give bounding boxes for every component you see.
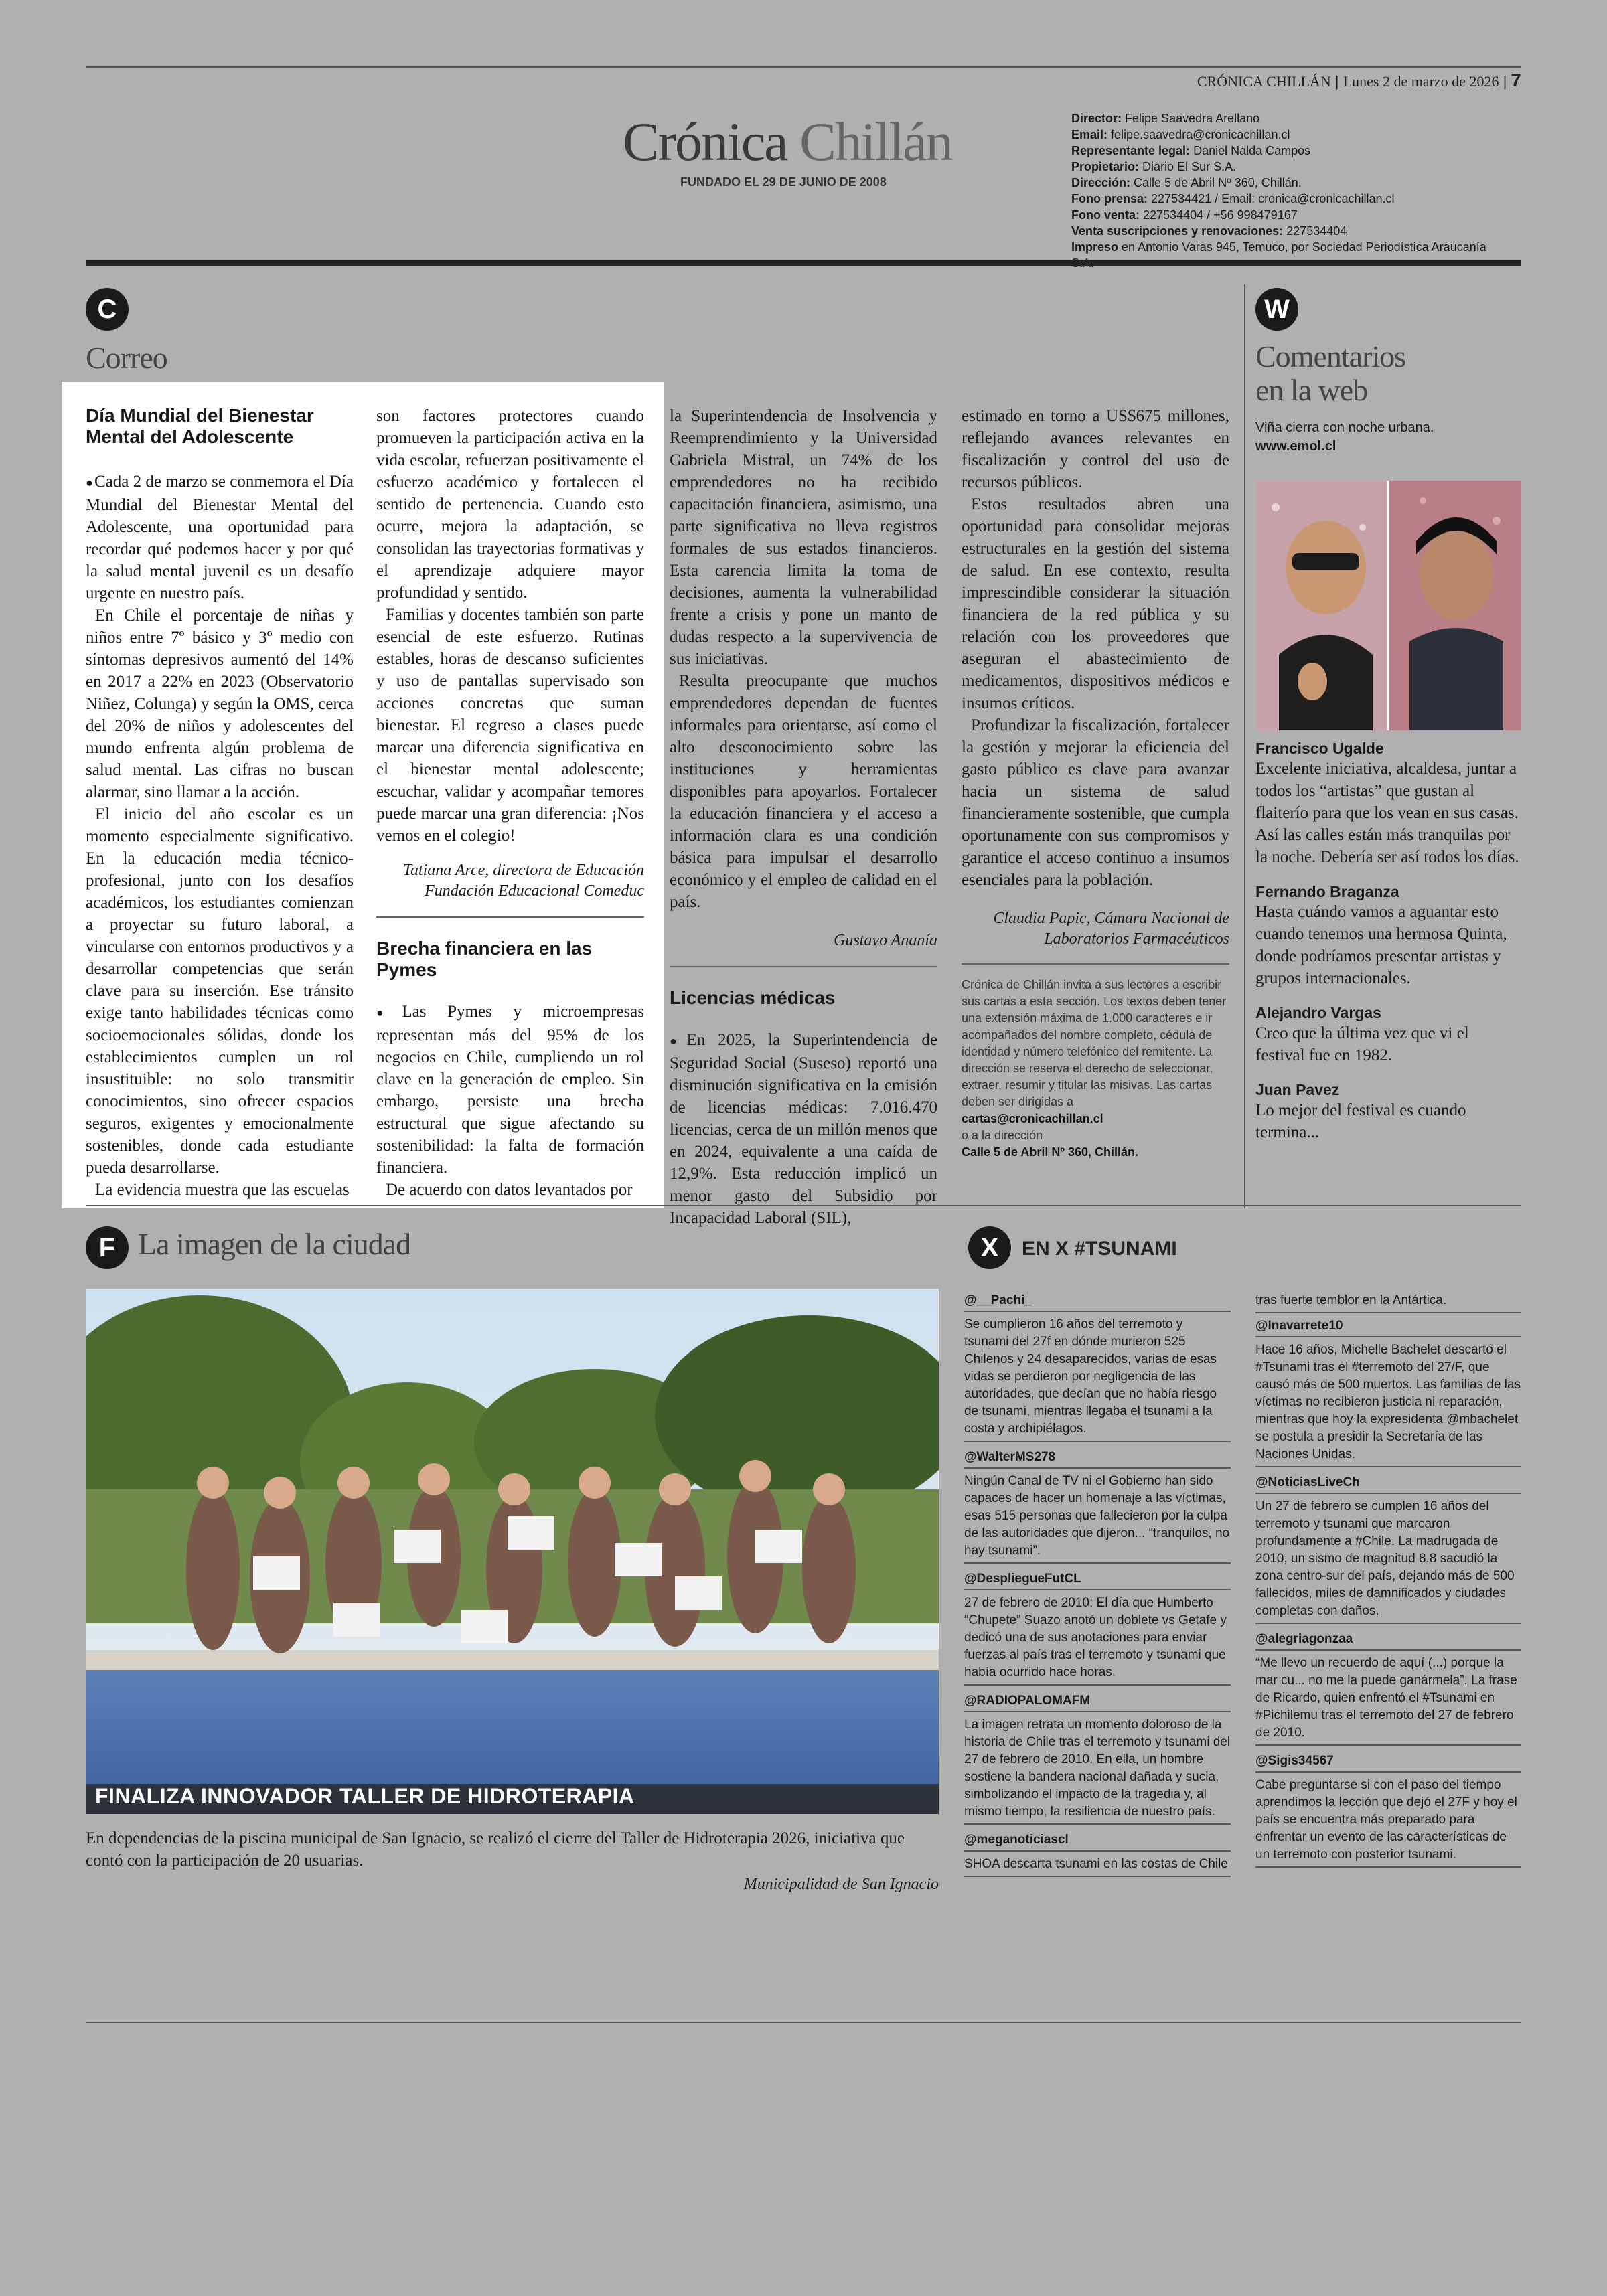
tweet-user-handle[interactable]: @alegriagonzaa xyxy=(1255,1631,1521,1651)
folio-sep: | xyxy=(1503,73,1507,90)
tweet-user-handle[interactable]: @WalterMS278 xyxy=(964,1449,1231,1469)
logo-word-2: Chillán xyxy=(799,111,952,172)
web-section-icon: W xyxy=(1255,288,1298,331)
logo-word-1: Crónica xyxy=(623,111,787,172)
letter2-para-3: la Superintendencia de Insolvencia y Reemprendimiento y la Universidad Gabriela Mistral, un 74% de los emprendedores no ha recibido capacitación financiera, asimismo, una parte significativa no lleva registros formales de sus estados financieros. Esta carencia limita la toma de decisiones, aumenta la vulnerabilidad frente a crisis y pone un manto de dudas respecto a la supervivencia de sus iniciativas. xyxy=(670,407,937,668)
masthead-info-value: Calle 5 de Abril Nº 360, Chillán. xyxy=(1134,176,1302,189)
letter2-body-part2 xyxy=(670,405,937,913)
ciudad-credit: Municipalidad de San Ignacio xyxy=(743,1876,939,1893)
web-source[interactable]: www.emol.cl xyxy=(1255,439,1336,454)
web-comment xyxy=(1255,883,1521,989)
bottom-rule xyxy=(86,2022,1521,2023)
web-comment-author: Alejandro Vargas xyxy=(1255,1004,1381,1021)
tsunami-col2 xyxy=(1255,1292,1521,1874)
divider xyxy=(962,963,1229,965)
web-photo xyxy=(1255,481,1521,730)
column-rule xyxy=(1244,284,1245,1208)
letter3-para-1: ● En 2025, la Superintendencia de Seguridad Social (Suseso) reportó una disminución significativa en la emisión de licencias médicas: 7.016.470 licencias, cerca de un millón menos que en 2024, equivalente a una caída de 12,9%. Esta reducción implicó un menor gasto del Subsidio por Incapacidad Laboral (SIL), xyxy=(670,1029,937,1229)
top-rule xyxy=(86,66,1521,68)
tsunami-col1 xyxy=(964,1292,1231,1884)
masthead-info-label: Fono venta: xyxy=(1071,208,1140,222)
header-bottom-rule xyxy=(86,260,1521,266)
masthead-info-label: Director: xyxy=(1071,112,1122,125)
masthead-info-label: Email: xyxy=(1071,128,1108,141)
tweet-user-handle[interactable]: @Inavarrete10 xyxy=(1255,1317,1521,1337)
notice-text: Crónica de Chillán invita a sus lectores a escribir sus cartas a esta sección. Los textos deben tener una extensión máxima de 1.000 caracteres e ir acompañados del nombre completo, cédula de identidad y número telefónico del remitente. La dirección se reserva el derecho de seleccionar, extraer, resumir y titular las misivas. Las cartas deben ser dirigidas a xyxy=(962,978,1227,1109)
masthead-logo xyxy=(623,110,952,173)
divider xyxy=(670,966,937,967)
masthead-info-label: Dirección: xyxy=(1071,176,1131,189)
letter1-para-5: son factores protectores cuando promueven la participación activa en la vida escolar, refuerzan positivamente el esfuerzo académico y fortalecen el sentido de pertenencia. Cuando esto ocurre, mejora la adaptación, se consolidan las trayectorias formativas y el aprendizaje adquiere mayor profundidad y sentido. xyxy=(376,407,644,602)
ciudad-caption: En dependencias de la piscina municipal de San Ignacio, se realizó el cierre del Taller de Hidroterapia 2026, iniciativa que contó con la participación de 20 usuarias. xyxy=(86,1829,905,1870)
web-comment-text: Excelente iniciativa, alcaldesa, juntar a todos los “artistas” que gustan al flaiterío para que los vean en sus casas. Así las calles están más tranquilas por la noche. Debería ser así todos los días. xyxy=(1255,760,1519,866)
masthead-info-label: Impreso xyxy=(1071,240,1119,254)
tsunami-section-title: EN X #TSUNAMI xyxy=(1022,1238,1177,1260)
masthead-info-value: 227534404 / +56 998479167 xyxy=(1143,208,1298,222)
letter3-para-2: estimado en torno a US$675 millones, reflejando avances relevantes en fiscalización y control del uso de recursos públicos. xyxy=(962,407,1229,491)
tweet xyxy=(1255,1752,1521,1868)
tweet-user-handle[interactable]: @__Pachi_ xyxy=(964,1292,1231,1312)
letter1-body-part1 xyxy=(86,471,354,1201)
notice-address: Calle 5 de Abril Nº 360, Chillán. xyxy=(962,1145,1138,1159)
tweet-user-handle[interactable]: @meganoticiascl xyxy=(964,1831,1231,1852)
tweet xyxy=(964,1449,1231,1564)
web-comment-text: Lo mejor del festival es cuando termina... xyxy=(1255,1101,1466,1141)
letter2-signature: Gustavo Ananía xyxy=(834,932,937,949)
hydrotherapy-group-photo xyxy=(86,1289,939,1814)
tweet xyxy=(1255,1631,1521,1746)
tweet xyxy=(964,1292,1231,1442)
masthead-founded: FUNDADO EL 29 DE JUNIO DE 2008 xyxy=(680,175,887,189)
web-comment xyxy=(1255,1081,1521,1143)
masthead-info-label: Representante legal: xyxy=(1071,144,1191,157)
tweet-text: “Me llevo un recuerdo de aquí (...) porque la mar cu... no me la puede ganármela”. La frase de Ricardo, quien enfrentó el #Tsunami en #Pichilemu tras el terremoto del 27 de febrero de 2010. xyxy=(1255,1655,1521,1746)
web-comment-text: Creo que la última vez que vi el festival fue en 1982. xyxy=(1255,1024,1469,1064)
mid-rule xyxy=(86,1205,1521,1206)
tweet-user-handle[interactable]: @RADIOPALOMAFM xyxy=(964,1692,1231,1712)
photo-banner: FINALIZA INNOVADOR TALLER DE HIDROTERAPIA xyxy=(95,1784,635,1808)
masthead-info-value: Felipe Saavedra Arellano xyxy=(1125,112,1260,125)
letter1-headline: Día Mundial del Bienestar Mental del Adolescente xyxy=(86,405,314,447)
web-comment-author: Juan Pavez xyxy=(1255,1081,1340,1098)
masthead-info-row xyxy=(1071,127,1500,143)
web-title-line2: en la web xyxy=(1255,373,1368,407)
web-title-line1: Comentarios xyxy=(1255,339,1406,374)
letter2-headline: Brecha financiera en las Pymes xyxy=(376,938,593,980)
ciudad-section-title: La imagen de la ciudad xyxy=(138,1227,411,1261)
tweet-text: 27 de febrero de 2010: El día que Humberto “Chupete” Suazo anotó un doblete vs Getafe y dedicó una de sus anotaciones para enviar fuerzas al país tras el terremoto y tsunami que había ocurrido hace horas. xyxy=(964,1594,1231,1686)
tweet-text: Se cumplieron 16 años del terremoto y tsunami del 27f en dónde murieron 525 Chilenos y 24 desaparecidos, varias de esas vidas se perdieron por negligencia de las autoridades, que decían que no había riesgo de tsunami, mientras llegaba el tsunami a la costa y archipiélagos. xyxy=(964,1316,1231,1442)
page-folio xyxy=(1197,70,1521,91)
ciudad-photo xyxy=(86,1289,939,1814)
tweet-user-handle[interactable]: @DespliegueFutCL xyxy=(964,1570,1231,1590)
folio-paper: CRÓNICA CHILLÁN xyxy=(1197,73,1331,90)
tweet-continuation: tras fuerte temblor en la Antártica. xyxy=(1255,1292,1521,1313)
tweet xyxy=(1255,1474,1521,1624)
letter2-para-4: Resulta preocupante que muchos emprendedores dependan de fuentes informales para orientarse, así como el alto desconocimiento sobre las instituciones y herramientas disponibles para apoyarlos. Fortalecer la educación financiera y el acceso a información clara es una condición básica para impulsar el desarrollo económico y el empleo de calidad en el país. xyxy=(670,672,937,911)
tsunami-section-icon: X xyxy=(968,1226,1011,1269)
masthead-info-value: felipe.saavedra@cronicachillan.cl xyxy=(1111,128,1290,141)
masthead-info-label: Venta suscripciones y renovaciones: xyxy=(1071,224,1284,238)
letter1-para-3: El inicio del año escolar es un momento especialmente significativo. En la educación media técnico-profesional, junto con los desafíos académicos, los estudiantes comienzan a proyectar su futuro laboral, a vincularse con entornos productivos y a desarrollar competencias que serán clave para su inserción. Ese tránsito exige tanto habilidades técnicas como socioemocionales sólidas, donde los establecimientos cumplen un rol insustituible: no solo transmitir conocimientos, sino ofrecer espacios seguros, exigentes y emocionalmente sostenibles, donde cada estudiante pueda desarrollarse. xyxy=(86,805,354,1177)
folio-date: Lunes 2 de marzo de 2026 xyxy=(1343,73,1499,90)
notice-email[interactable]: cartas@cronicachillan.cl xyxy=(962,1112,1103,1125)
web-comment-text: Hasta cuándo vamos a aguantar esto cuando tenemos una hermosa Quinta, donde podríamos presentar artistas y grupos internacionales. xyxy=(1255,903,1507,987)
masthead-info-row xyxy=(1071,175,1500,191)
masthead-info-row xyxy=(1071,159,1500,175)
web-comment xyxy=(1255,740,1521,868)
tweet-text: Cabe preguntarse si con el paso del tiempo aprendimos la lección que dejó el 27F y hoy el país se encuentra más preparado para enfrentar un evento de las características de un terremoto con posterior tsunami. xyxy=(1255,1777,1521,1868)
masthead-info-value: Diario El Sur S.A. xyxy=(1142,160,1237,173)
letter1-para-4: La evidencia muestra que las escuelas xyxy=(95,1181,350,1199)
web-subtitle xyxy=(1255,418,1434,456)
masthead-info-row xyxy=(1071,110,1500,127)
web-comment-author: Fernando Braganza xyxy=(1255,883,1399,900)
letter3-para-3: Estos resultados abren una oportunidad para consolidar mejoras estructurales en la gestión del sistema de salud. En ese contexto, resulta imprescindible considerar la situación financiera de la red pública y su relación con los proveedores que aseguran el abastecimiento de medicamentos, dispositivos médicos e insumos críticos. xyxy=(962,495,1229,712)
letter1-signature: Tatiana Arce, directora de Educación Fundación Educacional Comeduc xyxy=(402,862,644,900)
correo-section-icon: C xyxy=(86,288,129,331)
masthead-info xyxy=(1071,110,1500,271)
letter1-para-6: Familias y docentes también son parte esencial de este esfuerzo. Rutinas estables, horas de descanso suficientes y uso de pantallas supervisado son acciones concretas que suman bienestar. El regreso a clases puede marcar una diferencia significativa en el bienestar mental adolescente; escuchar, validar y acompañar temores puede marcar una gran diferencia: ¡Nos vemos en el colegio! xyxy=(376,606,644,845)
correo-section-title: Correo xyxy=(86,341,167,375)
tweet xyxy=(964,1570,1231,1686)
tweet xyxy=(1255,1317,1521,1467)
tweet-text: Hace 16 años, Michelle Bachelet descartó el #Tsunami tras el #terremoto del 27/F, que causó más de 500 muertos. Las familias de las víctimas no recibieron justicia ni reparación, mientras que hoy la expresidenta @mbachelet se postula a presidir la Secretaría de las Naciones Unidas. xyxy=(1255,1341,1521,1467)
web-subtitle-text: Viña cierra con noche urbana. xyxy=(1255,420,1434,435)
letter2-para-1: ● Las Pymes y microempresas representan más del 95% de los negocios en Chile, cumpliendo un rol clave en la generación de empleo. Sin embargo, persiste una brecha estructural que sigue afectando su sostenibilidad: la falta de formación financiera. xyxy=(376,1001,644,1179)
masthead-info-value: en Antonio Varas 945, Temuco, por Sociedad Periodística Araucanía xyxy=(1122,240,1486,254)
folio-sep: | xyxy=(1334,73,1339,90)
letter1-col2 xyxy=(376,405,644,1201)
letter3-signature: Claudia Papic, Cámara Nacional de Laboratorios Farmacéuticos xyxy=(993,910,1229,948)
letter1-para-1: ● Cada 2 de marzo se conmemora el Día Mundial del Bienestar Mental del Adolescente, una oportunidad para recordar qué podemos hacer y por qué la salud mental juvenil es un desafío urgente en nuestro país. xyxy=(86,471,354,604)
web-section-title xyxy=(1255,340,1405,407)
notice-or: o a la dirección xyxy=(962,1129,1043,1142)
tweet xyxy=(964,1692,1231,1825)
letters-notice xyxy=(962,977,1229,1161)
masthead-info-row xyxy=(1071,191,1500,207)
tweet-text: La imagen retrata un momento doloroso de la historia de Chile tras el terremoto y tsunami del 27 de febrero de 2010. En ella, un hombre sostiene la bandera nacional dañada y sucia, simbolizando el impacto de la tragedia y, al mismo tiempo, la resiliencia de nuestro país. xyxy=(964,1716,1231,1825)
letter3-col4 xyxy=(962,405,1229,1161)
tweet-text: SHOA descarta tsunami en las costas de Chile xyxy=(964,1856,1231,1877)
divider xyxy=(376,916,644,918)
artists-photo-illustration xyxy=(1255,481,1521,730)
letter2-para-2: De acuerdo con datos levantados por xyxy=(386,1181,633,1199)
web-comments xyxy=(1255,740,1521,1158)
letter2-col3 xyxy=(670,405,937,1229)
masthead-info-row xyxy=(1071,143,1500,159)
folio-page: 7 xyxy=(1511,70,1521,90)
tweet xyxy=(964,1831,1231,1877)
web-comment xyxy=(1255,1004,1521,1066)
letter3-body-part2 xyxy=(962,405,1229,891)
letter1-body-part2 xyxy=(376,405,644,847)
masthead-info-label: Propietario: xyxy=(1071,160,1140,173)
tweet-user-handle[interactable]: @NoticiasLiveCh xyxy=(1255,1474,1521,1494)
masthead-info-row xyxy=(1071,223,1500,239)
letter3-headline: Licencias médicas xyxy=(670,987,836,1008)
web-comment-author: Francisco Ugalde xyxy=(1255,740,1384,757)
letter3-para-4: Profundizar la fiscalización, fortalecer la gestión y mejorar la eficiencia del gasto público es clave para avanzar hacia un sistema de salud financieramente sostenible, que cumpla oportunamente con sus compromisos y garantice el acceso continuo a insumos esenciales para la población. xyxy=(962,716,1229,889)
tweet-text: Ningún Canal de TV ni el Gobierno han sido capaces de hacer un homenaje a las víctimas, esas 515 personas que fallecieron por la culpa de las autoridades que dijeron... “tranquilos, no hay tsunami”. xyxy=(964,1473,1231,1564)
letter1-col1 xyxy=(86,405,354,1201)
letter3-body-part1 xyxy=(670,1029,937,1229)
masthead-info-row xyxy=(1071,207,1500,223)
letter1-para-2: En Chile el porcentaje de niñas y niños entre 7º básico y 3º medio con síntomas depresivos aumentó del 14% en 2017 a 22% en 2023 (Observatorio Niñez, Colunga) y según la OMS, cerca del 20% de niños y adolescentes del mundo enfrenta algún problema de salud mental. Las cifras no buscan alarmar, sino llamar a la acción. xyxy=(86,606,354,801)
masthead-info-label: Fono prensa: xyxy=(1071,192,1148,206)
masthead-info-value: 227534421 / Email: cronica@cronicachillan.cl xyxy=(1151,192,1395,206)
tweet-text: Un 27 de febrero se cumplen 16 años del terremoto y tsunami que marcaron profundamente a #Chile. La madrugada de 2010, un sismo de magnitud 8,8 sacudió la zona centro-sur del país, dejando más de 500 fallecidos, miles de damnificados y ciudades completas con daños. xyxy=(1255,1498,1521,1624)
masthead-info-value: Daniel Nalda Campos xyxy=(1193,144,1311,157)
letter2-body-part1 xyxy=(376,1001,644,1201)
masthead-info-value: 227534404 xyxy=(1286,224,1347,238)
ciudad-section-icon: F xyxy=(86,1226,129,1269)
tweet-user-handle[interactable]: @Sigis34567 xyxy=(1255,1752,1521,1773)
